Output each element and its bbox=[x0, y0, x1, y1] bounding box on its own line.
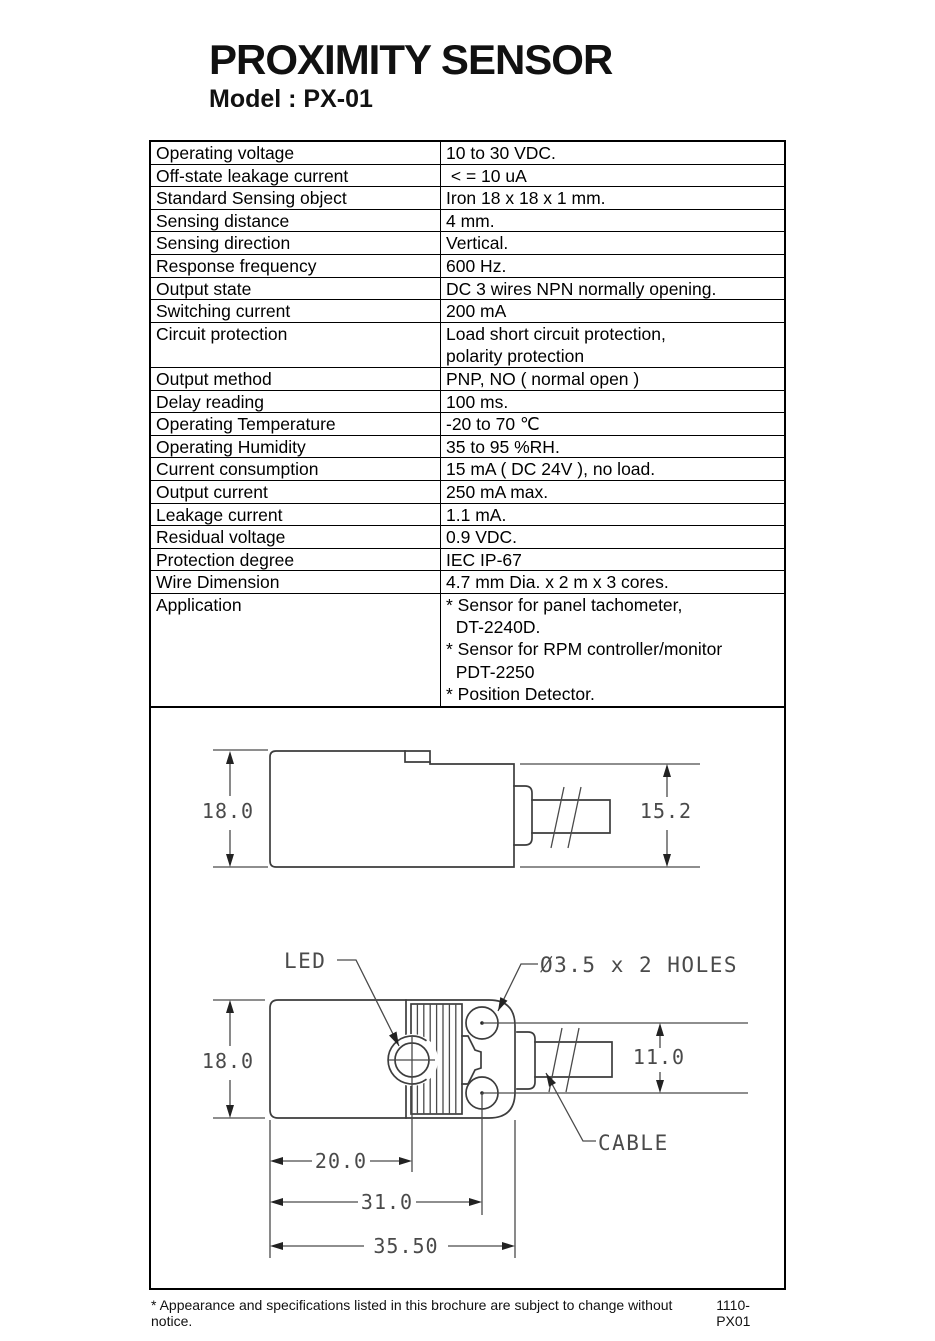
spec-value: Load short circuit protection, polarity protection bbox=[446, 323, 666, 367]
spec-row bbox=[151, 526, 784, 549]
spec-label: Protection degree bbox=[151, 549, 441, 571]
spec-label: Off-state leakage current bbox=[151, 165, 441, 187]
spec-value: * Sensor for panel tachometer, DT-2240D. * Sensor for RPM controller/monitor PDT-2250 * Position Detector. bbox=[446, 594, 723, 705]
spec-value: 4 mm. bbox=[446, 210, 495, 231]
top-notch bbox=[405, 751, 430, 762]
spec-label: Output current bbox=[151, 481, 441, 503]
top-view-drawing bbox=[202, 949, 748, 1258]
spec-value: 1.1 mA. bbox=[446, 504, 507, 525]
spec-row bbox=[151, 142, 784, 165]
spec-label: Circuit protection bbox=[151, 323, 441, 367]
drawing-panel bbox=[149, 706, 786, 1290]
spec-value: 200 mA bbox=[446, 301, 507, 322]
spec-label: Residual voltage bbox=[151, 526, 441, 548]
cable-side bbox=[532, 800, 610, 833]
spec-value: 100 ms. bbox=[446, 391, 509, 412]
overall-length-dim: 35.50 bbox=[373, 1234, 439, 1258]
model-subtitle: Model : PX-01 bbox=[209, 85, 373, 113]
spec-value: 15 mA ( DC 24V ), no load. bbox=[446, 459, 656, 480]
spec-value: PNP, NO ( normal open ) bbox=[446, 368, 640, 389]
spec-value: DC 3 wires NPN normally opening. bbox=[446, 278, 717, 299]
side-connector-height-dim: 15.2 bbox=[639, 799, 693, 823]
spec-value: 35 to 95 %RH. bbox=[446, 436, 560, 457]
side-height-dim: 18.0 bbox=[201, 799, 255, 823]
cable-label: CABLE bbox=[598, 1131, 669, 1155]
spec-row bbox=[151, 571, 784, 594]
spec-row bbox=[151, 594, 784, 707]
spec-row bbox=[151, 413, 784, 436]
holes-label: Ø3.5 x 2 HOLES bbox=[540, 953, 739, 977]
bottom-dimensions bbox=[270, 1120, 515, 1258]
led-position-dim: 20.0 bbox=[314, 1149, 368, 1173]
top-height-dim: 18.0 bbox=[201, 1049, 255, 1073]
spec-row bbox=[151, 436, 784, 459]
spec-label: Response frequency bbox=[151, 255, 441, 277]
cable-gland-top bbox=[517, 1032, 535, 1089]
spec-value: 10 to 30 VDC. bbox=[446, 143, 556, 163]
spec-row bbox=[151, 187, 784, 210]
spec-row bbox=[151, 368, 784, 391]
spec-row bbox=[151, 210, 784, 233]
spec-value: < = 10 uA bbox=[446, 165, 527, 186]
page-title: PROXIMITY SENSOR bbox=[209, 36, 613, 83]
spec-label: Application bbox=[151, 594, 441, 707]
cable-break-lines-side bbox=[551, 787, 581, 848]
spec-row bbox=[151, 458, 784, 481]
spec-row bbox=[151, 165, 784, 188]
spec-value: 0.9 VDC. bbox=[446, 527, 517, 548]
hole-position-dim: 31.0 bbox=[360, 1190, 414, 1214]
spec-label: Switching current bbox=[151, 300, 441, 322]
spec-value: 4.7 mm Dia. x 2 m x 3 cores. bbox=[446, 572, 669, 593]
spec-label: Delay reading bbox=[151, 391, 441, 413]
spec-table bbox=[149, 140, 786, 706]
spec-row bbox=[151, 549, 784, 572]
spec-value: 250 mA max. bbox=[446, 481, 549, 502]
spec-row bbox=[151, 255, 784, 278]
spec-row bbox=[151, 391, 784, 414]
spec-row bbox=[151, 504, 784, 527]
mounting-holes bbox=[466, 1007, 498, 1215]
spec-label: Current consumption bbox=[151, 458, 441, 480]
spec-label: Sensing direction bbox=[151, 232, 441, 254]
cable-gland-side bbox=[514, 786, 532, 845]
spec-label: Operating voltage bbox=[151, 142, 441, 164]
spec-value: Vertical. bbox=[446, 233, 509, 254]
spec-value: IEC IP-67 bbox=[446, 549, 522, 570]
technical-drawing bbox=[151, 708, 784, 1288]
spec-row bbox=[151, 481, 784, 504]
spec-row bbox=[151, 300, 784, 323]
cable-top bbox=[535, 1042, 612, 1077]
footer bbox=[151, 1297, 784, 1329]
spec-label: Sensing distance bbox=[151, 210, 441, 232]
doc-code: 1110-PX01 bbox=[716, 1297, 751, 1329]
hole-spacing-dim: 11.0 bbox=[632, 1045, 686, 1069]
spec-label: Wire Dimension bbox=[151, 571, 441, 593]
spec-label: Operating Humidity bbox=[151, 436, 441, 458]
spec-label: Output state bbox=[151, 278, 441, 300]
spec-value: -20 to 70 ℃ bbox=[446, 414, 540, 435]
spec-row bbox=[151, 232, 784, 255]
spec-value: Iron 18 x 18 x 1 mm. bbox=[446, 188, 606, 209]
spec-row bbox=[151, 278, 784, 301]
led-label: LED bbox=[284, 949, 327, 973]
spec-row bbox=[151, 323, 784, 368]
spec-label: Standard Sensing object bbox=[151, 187, 441, 209]
spec-label: Output method bbox=[151, 368, 441, 390]
side-view-drawing bbox=[202, 750, 700, 867]
footer-note: * Appearance and specifications listed in this brochure are subject to change without notice. bbox=[151, 1297, 673, 1329]
spec-label: Operating Temperature bbox=[151, 413, 441, 435]
spec-label: Leakage current bbox=[151, 504, 441, 526]
spec-value: 600 Hz. bbox=[446, 255, 507, 276]
